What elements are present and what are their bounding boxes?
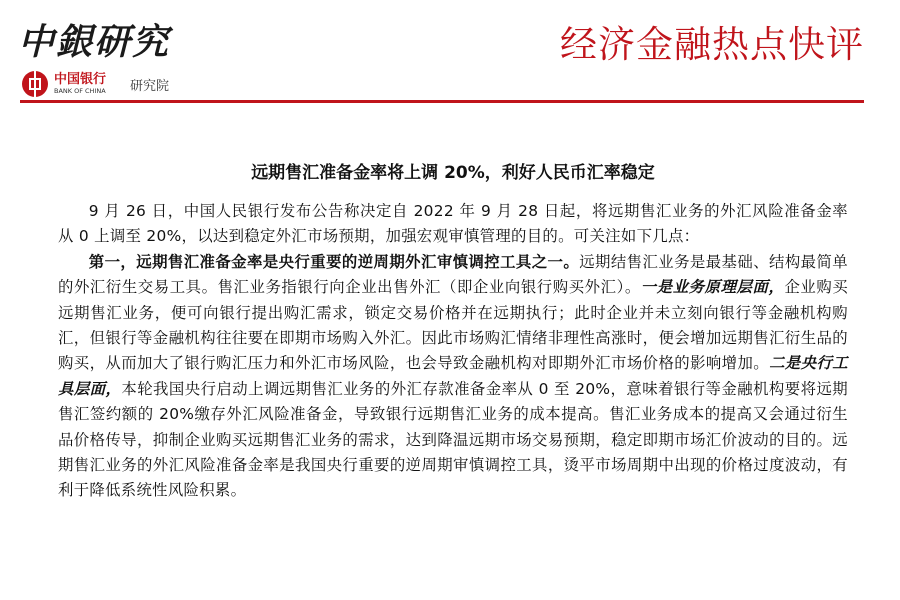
bank-logo-row xyxy=(22,70,169,98)
report-series-title: 经济金融热点快评 xyxy=(560,23,864,66)
report-header xyxy=(0,0,900,108)
point-one-lead: 第一，远期售汇准备金率是央行重要的逆周期外汇审慎调控工具之一。 xyxy=(88,252,580,271)
bank-logo-text xyxy=(54,73,106,95)
article-body xyxy=(58,158,848,504)
article-title: 远期售汇准备金率将上调 20%，利好人民币汇率稳定 xyxy=(251,163,655,183)
point-one-text-c: 本轮我国央行启动上调远期售汇业务的外汇存款准备金率从 0 至 20%，意味着银行等金融机构要将远期售汇签约额的 20%缴存外汇风险准备金，导致银行远期售汇业务的成本提高。售汇业务成本的提高又会通过衍生品价格传导，抑制企业购买远期售汇业务的需求，达到降温远期市场交易预期，稳定即期市场汇价波动的目的。远期售汇业务的外汇风险准备金率是我国央行重要的逆周期审慎调控工具，烫平市场周期中出现的价格过度波动，有利于降低系统性风险积累。 xyxy=(58,379,848,500)
point-one-text-a: 远期结售汇业务是最基础、结构最简单的外汇衍生交易工具。售汇业务指银行向企业出售外汇（即企业向银行购买外汇）。 xyxy=(58,252,848,297)
bank-name-en: BANK OF CHINA xyxy=(54,87,106,96)
brand-script-logo: 中銀研究 xyxy=(18,21,171,63)
point-one-text-b: 企业购买远期售汇业务，便可向银行提出购汇需求，锁定交易价格并在远期执行；此时企业并未立刻向银行等金融机构购汇，但银行等金融机构往往要在即期市场购入外汇。因此市场购汇情绪非理性高涨时，便会增加远期售汇衍生品的购买，从而加大了银行购汇压力和外汇市场风险，也会导致金融机构对即期外汇市场价格的影响增加。 xyxy=(58,278,849,373)
header-divider xyxy=(20,100,864,103)
point-one-emphasis-2: 二是央行工具层面， xyxy=(58,354,848,398)
point-one-paragraph xyxy=(58,250,848,504)
intro-paragraph: 9 月 26 日，中国人民银行发布公告称决定自 2022 年 9 月 28 日起，将远期售汇业务的外汇风险准备金率从 0 上调至 20%，以达到稳定外汇市场预期，加强宏观审慎管理的目的。可关注如下几点： xyxy=(58,202,848,246)
point-one-emphasis-1: 一是业务原理层面， xyxy=(640,278,785,297)
bank-name-cn: 中国银行 xyxy=(54,72,107,88)
bank-of-china-logo-icon xyxy=(22,71,48,97)
institute-label: 研究院 xyxy=(130,78,170,94)
